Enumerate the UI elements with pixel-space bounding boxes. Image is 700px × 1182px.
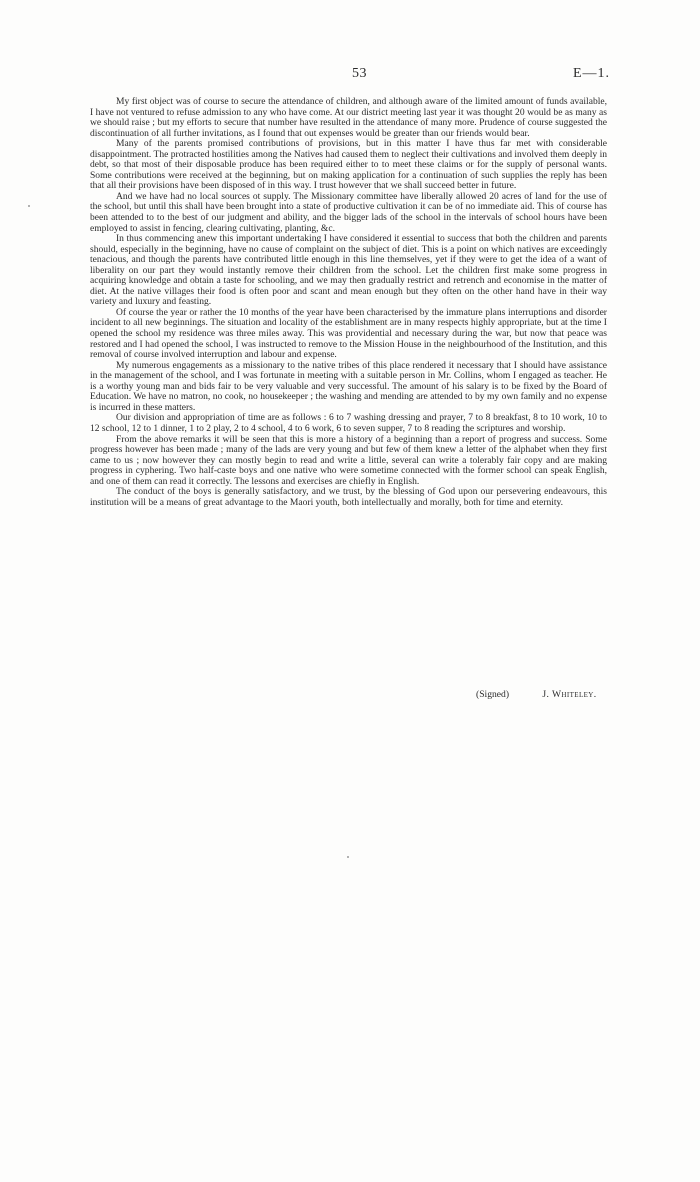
- paragraph-timetable: Our division and appropriation of time are as follows : 6 to 7 washing dressing and prayer, 7 to 8 breakfast, 8 to 10 work, 10 to 12 school, 12 to 1 dinner, 1 to 2 play, 2 to 4 school, 4 to 6 work, 6 to seven supper, 7 to 8 reading the scriptures and worship.: [90, 412, 607, 434]
- paper-speck: [347, 856, 349, 858]
- paper-speck: [28, 205, 30, 207]
- paragraph-teacher: My numerous engagements as a missionary to the native tribes of this place rendered it necessary that I should have assistance in the management of the school, and I was fortunate in meeting with a suitable person in Mr. Collins, whom I engaged as teacher. He is a worthy young man and bids fair to be very valuable and very successful. The amount of his salary is to be fixed by the Board of Education. We have no matron, no cook, no housekeeper ; the washing and mending are attended to by my own family and no expense is incurred in these matters.: [90, 359, 607, 413]
- paragraph-conduct: The conduct of the boys is generally satisfactory, and we trust, by the blessing of God upon our persevering endeavours, this institution will be a means of great advantage to the Maori youth, both intellectually and morally, both for time and eternity.: [90, 486, 607, 508]
- paper-reference: E—1.: [572, 66, 610, 81]
- paragraph-interruptions: Of course the year or rather the 10 months of the year have been characterised by the immature plans interruptions and disorder incident to all new beginnings. The situation and locality of the establishment are in many respects highly appropriate, but at the time I opened the school my residence was three miles away. This was providential and necessary during the war, but now that peace was restored and I had opened the school, I was instructed to remove to the Mission House in the neighbourhood of the Institution, and this removal of course involved interruption and labour and expense.: [90, 306, 607, 361]
- paragraph-attendance: My first object was of course to secure the attendance of children, and although aware of the limited amount of funds available, I have not ventured to refuse admission to any who have come. At our district meeting last year it was thought 20 would be as many as we should raise ; but my efforts to secure that number have resulted in the attendance of many more. Prudence of course suggested the discontinuation of all further invitations, as I found that out expenses would be greater than our friends would bear.: [90, 96, 607, 139]
- paragraph-local-supply: And we have had no local sources ot supply. The Missionary committee have liberally allowed 20 acres of land for the use of the school, but until this shall have been brought into a state of productive cultivation it can be of no immediate aid. This of course has been attended to to the best of our judgment and ability, and the bigger lads of the school in the intervals of school hours have been employed to assist in fencing, clearing cultivating, planting, &c.: [90, 190, 607, 234]
- author-name: J. Whiteley.: [542, 689, 597, 700]
- paragraph-progress: From the above remarks it will be seen that this is more a history of a beginning than a report of progress and success. Some progress however has been made ; many of the lads are very young and but few of them knew a letter of the alphabet when they first came to us ; now however they can mostly begin to read and write a little, several can write a tolerably fair copy and are making progress in cyphering. Two half-caste boys and one native who were sometime connected with the former school can speak English, and one of them can read it correctly. The lessons and exercises are chiefly in English.: [90, 433, 607, 487]
- page-number: 53: [352, 66, 367, 81]
- page-header: [90, 66, 610, 84]
- signed-label: (Signed): [476, 689, 510, 700]
- paragraph-diet: In thus commencing anew this important undertaking I have considered it essential to success that both the children and parents should, especially in the beginning, have no cause of complaint on the subject of diet. This is a point on which natives are exceedingly tenacious, and though the parents have contributed little enough in this line themselves, yet if they were to get the idea of a want of liberality on our part they would instantly remove their children from the school. Let the children first make some progress in acquiring knowledge and obtain a taste for schooling, and we may then gradually restrict and retrench and economise in the matter of diet. At the native villages their food is often poor and scant and mean enough but they often on the other hand have in their way variety and luxury and feasting.: [90, 233, 607, 308]
- paragraph-provisions: Many of the parents promised contributions of provisions, but in this matter I have thus far met with considerable disappointment. The protracted hostilities among the Natives had caused them to neglect their cultivations and involved them deeply in debt, so that most of their disposable produce has been required either to to meet these claims or for the supply of personal wants. Some contributions were received at the beginning, but on making application for a continuation of such supplies the reply has been that all their provisions have been disposed of in this way. I trust however that we shall succeed better in future.: [90, 138, 607, 192]
- signature-line: [476, 689, 646, 701]
- letter-body: [90, 97, 607, 508]
